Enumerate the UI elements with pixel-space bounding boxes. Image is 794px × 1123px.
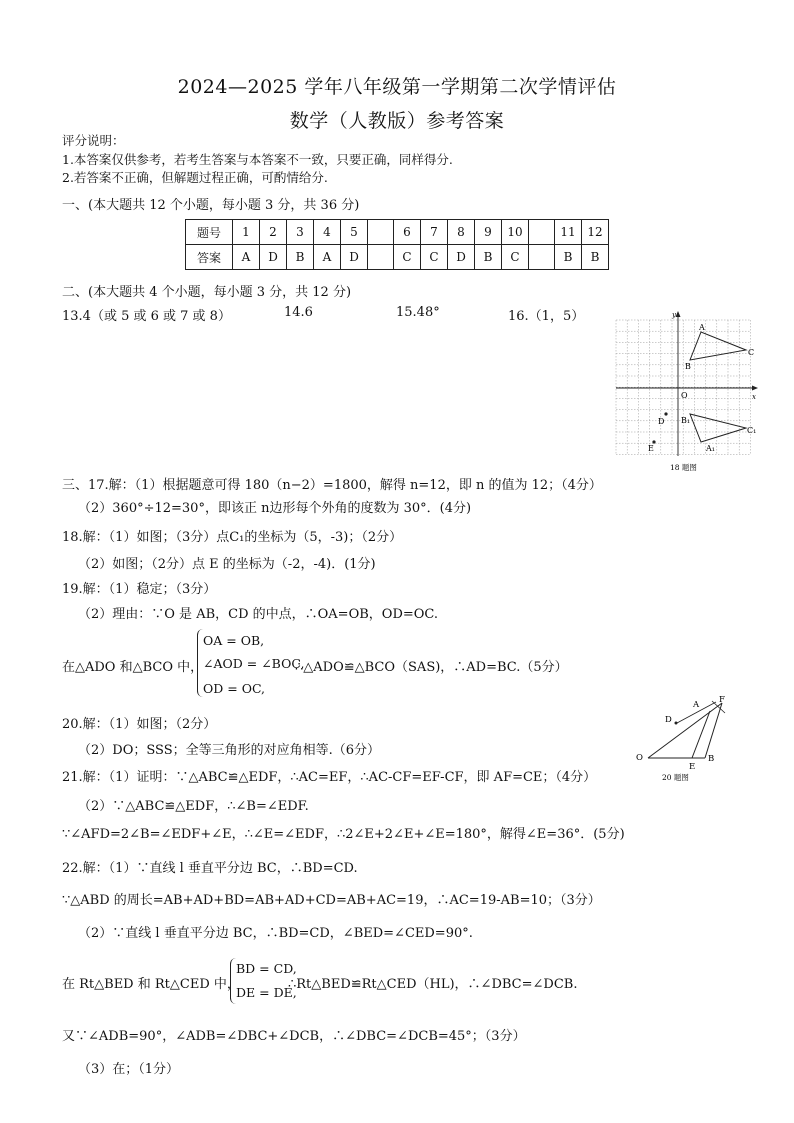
table-cell: D xyxy=(448,245,475,270)
q22-eq-2: DE = DE, xyxy=(236,985,297,1000)
q18-line-2: （2）如图；（2分）点 E 的坐标为（-2，-4)．(1分) xyxy=(78,557,376,572)
q22-line-2: ∵△ABD 的周长=AB+AD+BD=AB+AD+CD=AB+AC=19，∴AC=19-AB=10；（3分） xyxy=(62,893,601,908)
table-gap-cell xyxy=(368,245,394,270)
q19-system-intro: 在△ADO 和△BCO 中， xyxy=(62,660,204,675)
label-b1: B₁ xyxy=(681,416,691,425)
table-cell: A xyxy=(233,245,260,270)
answer-table xyxy=(185,219,609,270)
q22-line-5: （3）在；（1分） xyxy=(78,1062,180,1077)
answer-14: 14.6 xyxy=(284,305,313,320)
figure-20 xyxy=(630,692,736,786)
label-d: D xyxy=(658,417,665,426)
q17-line-1: 三、17.解：（1）根据题意可得 180（n−2）=1800，解得 n=12，即 n 的值为 12；（4分） xyxy=(62,478,602,493)
notes-label: 评分说明： xyxy=(62,133,125,148)
label-c: C xyxy=(748,348,755,357)
table-cell: B xyxy=(475,245,502,270)
table-gap-cell xyxy=(368,220,394,245)
q17-line-2: （2）360°÷12=30°，即该正 n边形每个外角的度数为 30°．(4分) xyxy=(78,501,472,516)
table-cell: 11 xyxy=(555,220,582,245)
q19-eq-3: OD = OC, xyxy=(203,681,266,696)
table-cell: C xyxy=(502,245,529,270)
label-o: O xyxy=(681,391,688,400)
table-cell: C xyxy=(421,245,448,270)
table-cell: 2 xyxy=(260,220,287,245)
grid xyxy=(616,320,750,454)
q19-eq-1: OA = OB, xyxy=(203,633,265,648)
note-2: 2.若答案不正确，但解题过程正确，可酌情给分. xyxy=(62,170,328,185)
table-cell: C xyxy=(394,245,421,270)
y-axis-arrow xyxy=(676,311,681,317)
q22-conclusion: ∴Rt△BED≌Rt△CED（HL)，∴∠DBC=∠DCB. xyxy=(288,977,578,992)
answer-13: 13.4（或 5 或 6 或 7 或 8） xyxy=(62,309,231,324)
table-cell: 4 xyxy=(314,220,341,245)
q20-line-1: 20.解：（1）如图；（2分） xyxy=(62,717,217,732)
table-header-cell: 答案 xyxy=(186,245,233,270)
triangle-a1b1c1 xyxy=(690,414,746,442)
label-a1: A₁ xyxy=(706,444,715,453)
q19-line-2: （2）理由：∵O 是 AB，CD 的中点，∴OA=OB，OD=OC. xyxy=(78,607,439,622)
section2-heading: 二、(本大题共 4 个小题，每小题 3 分，共 12 分) xyxy=(62,285,352,300)
table-cell: D xyxy=(341,245,368,270)
page-title: 2024—2025 学年八年级第一学期第二次学情评估 xyxy=(177,76,617,98)
table-row-answers xyxy=(186,245,609,270)
table-cell: B xyxy=(555,245,582,270)
table-cell: 10 xyxy=(502,220,529,245)
label-c1: C₁ xyxy=(747,426,757,435)
table-cell: D xyxy=(260,245,287,270)
note-1: 1.本答案仅供参考，若考生答案与本答案不一致，只要正确，同样得分. xyxy=(62,152,453,167)
label-f: F xyxy=(719,695,725,705)
label-a: A xyxy=(693,700,700,710)
table-cell: 5 xyxy=(341,220,368,245)
table-cell: 9 xyxy=(475,220,502,245)
point-d xyxy=(664,412,667,415)
table-cell: 7 xyxy=(421,220,448,245)
section1-heading: 一、(本大题共 12 个小题，每小题 3 分，共 36 分) xyxy=(62,198,360,213)
answer-16: 16.（1，5） xyxy=(508,309,585,324)
q18-line-1: 18.解：（1）如图；（3分）点C₁的坐标为（5，-3)；（2分） xyxy=(62,530,403,545)
table-cell: 1 xyxy=(233,220,260,245)
table-cell: B xyxy=(582,245,609,270)
label-e: E xyxy=(648,444,654,453)
label-b: B xyxy=(685,362,691,371)
q19-conclusion: ∴△ADO≌△BCO（SAS)，∴AD=BC.（5分） xyxy=(295,660,568,675)
q21-line-2: （2）∵△ABC≌△EDF，∴∠B=∠EDF. xyxy=(78,799,309,814)
table-gap-cell xyxy=(529,245,555,270)
label-a: A xyxy=(699,323,705,332)
label-d: D xyxy=(665,715,672,725)
point-d xyxy=(675,722,678,725)
q22-line-3: （2）∵直线 l 垂直平分边 BC，∴BD=CD，∠BED=∠CED=90°. xyxy=(78,926,473,941)
segment-bf xyxy=(705,703,722,758)
table-cell: 3 xyxy=(287,220,314,245)
page-subtitle: 数学（人教版）参考答案 xyxy=(289,110,505,132)
label-b: B xyxy=(708,754,715,764)
table-gap-cell xyxy=(529,220,555,245)
table-cell: 12 xyxy=(582,220,609,245)
q22-system-intro: 在 Rt△BED 和 Rt△CED 中， xyxy=(62,977,240,992)
q21-line-1: 21.解：（1）证明：∵△ABC≌△EDF，∴AC=EF，∴AC-CF=EF-CF，即 AF=CE；（4分） xyxy=(62,770,597,785)
figure-18 xyxy=(608,308,764,474)
table-cell: 6 xyxy=(394,220,421,245)
label-e: E xyxy=(689,762,696,772)
figure-18-caption: 18 题图 xyxy=(670,463,697,472)
table-cell: A xyxy=(314,245,341,270)
q19-eq-2: ∠AOD = ∠BOC, xyxy=(203,656,305,671)
table-cell: B xyxy=(287,245,314,270)
table-header-cell: 题号 xyxy=(186,220,233,245)
answer-15: 15.48° xyxy=(396,305,440,320)
label-o: O xyxy=(636,753,643,763)
q19-line-1: 19.解：（1）稳定；（3分） xyxy=(62,582,217,597)
table-cell: 8 xyxy=(448,220,475,245)
q22-line-4: 又∵∠ADB=90°，∠ADB=∠DBC+∠DCB，∴∠DBC=∠DCB=45°；（3分） xyxy=(62,1029,526,1044)
triangle-abc xyxy=(690,332,746,360)
table-row-numbers xyxy=(186,220,609,245)
x-axis-arrow xyxy=(752,386,758,391)
figure-20-caption: 20 题图 xyxy=(662,773,689,782)
q21-line-3: ∵∠AFD=2∠B=∠EDF+∠E，∴∠E=∠EDF，∴2∠E+2∠E+∠E=180°，解得∠E=36°．(5分) xyxy=(62,827,625,842)
segment-of xyxy=(648,703,722,758)
label-y: y xyxy=(672,311,676,319)
q22-line-1: 22.解：（1）∵直线 l 垂直平分边 BC，∴BD=CD. xyxy=(62,861,358,876)
q20-line-2: （2）DO；SSS；全等三角形的对应角相等.（6分） xyxy=(78,743,381,758)
label-x: x xyxy=(752,393,756,401)
q22-eq-1: BD = CD, xyxy=(236,961,297,976)
